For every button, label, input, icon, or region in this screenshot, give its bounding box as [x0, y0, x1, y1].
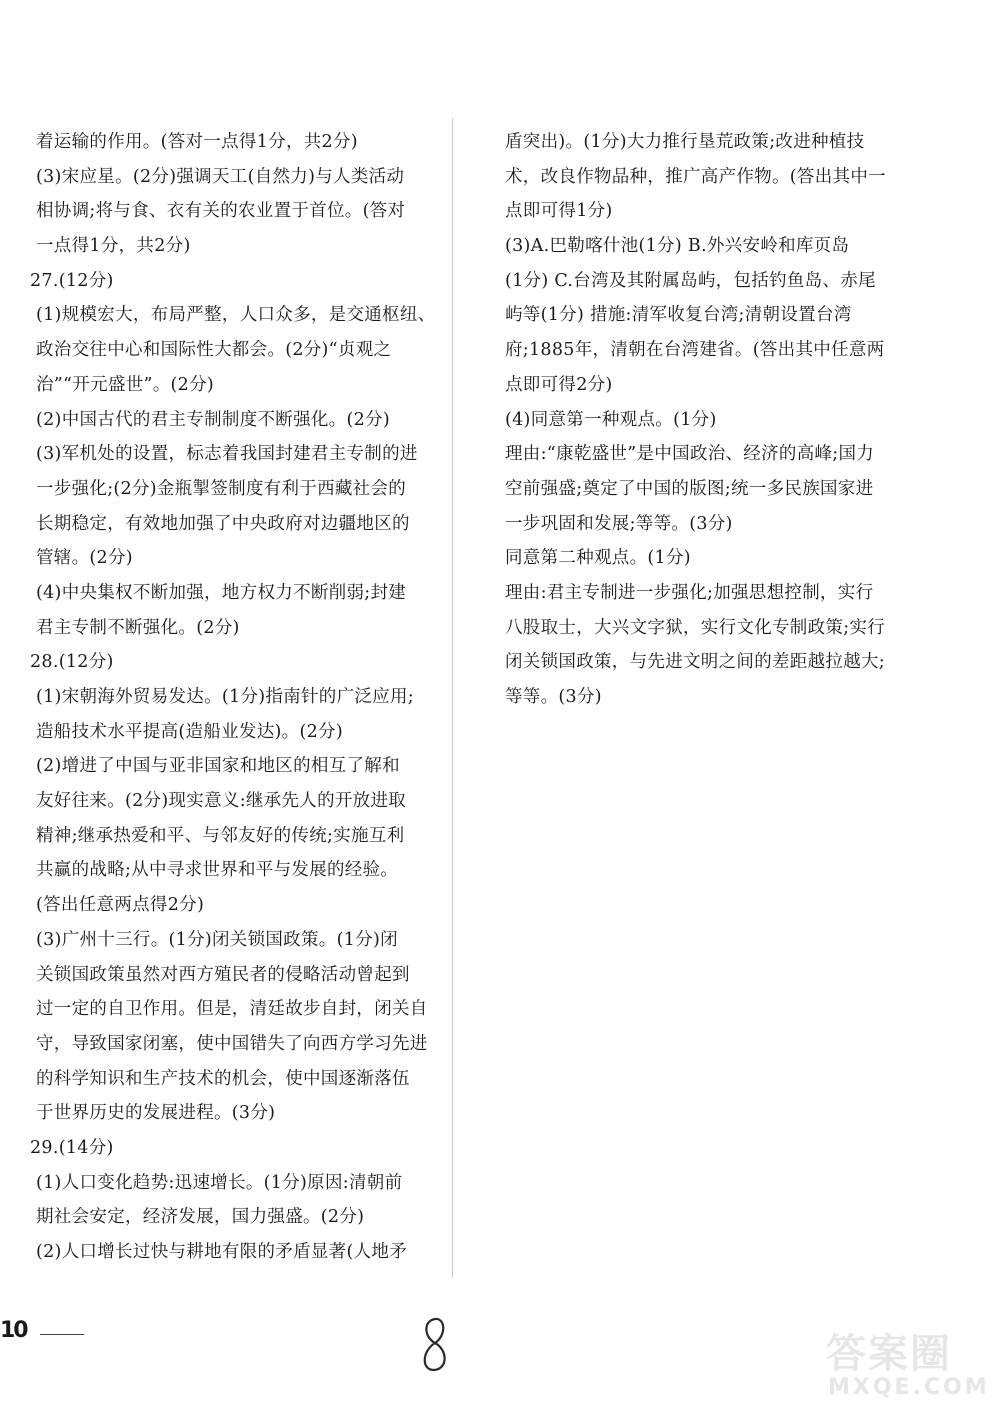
- text-line: 过一定的自卫作用。但是，清廷故步自封，闭关自: [36, 999, 428, 1020]
- text-line: (3)宋应星。(2分)强调天工(自然力)与人类活动: [36, 166, 405, 187]
- text-line: 点即可得1分): [505, 201, 613, 222]
- text-line: 闭关锁国政策，与先进文明之间的差距越拉越大;: [505, 652, 885, 673]
- text-line: 管辖。(2分): [36, 548, 133, 569]
- text-line: 一步巩固和发展;等等。(3分): [505, 513, 733, 534]
- watermark-url: MXQE.COM: [828, 1375, 990, 1400]
- text-line: 八股取士，大兴文字狱，实行文化专制政策;实行: [505, 617, 885, 638]
- text-line: 友好往来。(2分)现实意义:继承先人的开放进取: [36, 791, 407, 812]
- handwritten-number-8: [418, 1315, 452, 1375]
- footer-rule: [40, 1334, 84, 1335]
- text-line: 理由:君主专制进一步强化;加强思想控制，实行: [505, 582, 874, 603]
- text-line: (1)人口变化趋势:迅速增长。(1分)原因:清朝前: [36, 1172, 403, 1193]
- text-line: 着运输的作用。(答对一点得1分，共2分): [36, 132, 358, 152]
- text-line: 君主专制不断强化。(2分): [36, 617, 240, 638]
- text-line: 共赢的战略;从中寻求世界和平与发展的经验。: [36, 860, 399, 881]
- text-line: (3)广州十三行。(1分)闭关锁国政策。(1分)闭: [36, 929, 398, 950]
- text-line: 关锁国政策虽然对西方殖民者的侵略活动曾起到: [36, 964, 410, 985]
- text-line: (2)增进了中国与亚非国家和地区的相互了解和: [36, 756, 400, 777]
- text-line: (1)规模宏大，布局严整，人口众多，是交通枢纽、: [36, 305, 436, 326]
- question-heading: 28.(12分): [30, 652, 114, 673]
- question-heading: 27.(12分): [30, 270, 114, 291]
- right-column: [505, 125, 885, 715]
- text-line: (1分) C.台湾及其附属岛屿，包括钓鱼岛、赤尾: [505, 270, 876, 291]
- text-line: 一步强化;(2分)金瓶掣签制度有利于西藏社会的: [36, 478, 407, 499]
- page-number: 10: [0, 1318, 27, 1343]
- text-line: 的科学知识和生产技术的机会，使中国逐渐落伍: [36, 1068, 410, 1089]
- site-watermark: [826, 1322, 994, 1408]
- text-line: (4)中央集权不断加强，地方权力不断削弱;封建: [36, 582, 407, 603]
- text-line: 政治交往中心和国际性大都会。(2分)“贞观之: [36, 340, 392, 361]
- text-line: 术，改良作物品种，推广高产作物。(答出其中一: [505, 166, 886, 187]
- text-line: 于世界历史的发展进程。(3分): [36, 1103, 276, 1124]
- text-line: (3)军机处的设置，标志着我国封建君主专制的进: [36, 444, 418, 465]
- text-line: 一点得1分，共2分): [36, 236, 191, 257]
- column-divider: [452, 118, 453, 1278]
- text-line: 点即可得2分): [505, 374, 613, 395]
- text-line: (2)人口增长过快与耕地有限的矛盾显著(人地矛: [36, 1242, 408, 1262]
- text-line: 治”“开元盛世”。(2分): [36, 374, 215, 395]
- text-line: 空前强盛;奠定了中国的版图;统一多民族国家进: [505, 478, 874, 499]
- text-line: 造船技术水平提高(造船业发达)。(2分): [36, 721, 343, 742]
- text-line: (3)A.巴勒喀什池(1分) B.外兴安岭和库页岛: [505, 236, 850, 257]
- text-line: 同意第二种观点。(1分): [505, 548, 691, 569]
- text-line: (答出任意两点得2分): [36, 895, 205, 916]
- text-line: 等等。(3分): [505, 687, 602, 707]
- text-line: 精神;继承热爱和平、与邻友好的传统;实施互利: [36, 825, 405, 846]
- text-line: 守，导致国家闭塞，使中国错失了向西方学习先进: [36, 1033, 428, 1054]
- text-line: (1)宋朝海外贸易发达。(1分)指南针的广泛应用;: [36, 687, 414, 707]
- text-line: 屿等(1分) 措施:清军收复台湾;清朝设置台湾: [505, 305, 852, 326]
- text-line: 相协调;将与食、衣有关的农业置于首位。(答对: [36, 201, 406, 222]
- text-line: (2)中国古代的君主专制制度不断强化。(2分): [36, 409, 390, 430]
- question-heading: 29.(14分): [30, 1137, 114, 1158]
- left-column: [30, 125, 440, 1270]
- text-line: 理由:“康乾盛世”是中国政治、经济的高峰;国力: [505, 444, 875, 465]
- text-line: 期社会安定，经济发展，国力强盛。(2分): [36, 1207, 365, 1228]
- watermark-title: 答案圈: [826, 1331, 952, 1377]
- text-line: 长期稳定，有效地加强了中央政府对边疆地区的: [36, 513, 410, 534]
- text-line: (4)同意第一种观点。(1分): [505, 409, 717, 430]
- text-line: 盾突出)。(1分)大力推行垦荒政策;改进种植技: [505, 132, 865, 152]
- text-line: 府;1885年，清朝在台湾建省。(答出其中任意两: [505, 340, 885, 361]
